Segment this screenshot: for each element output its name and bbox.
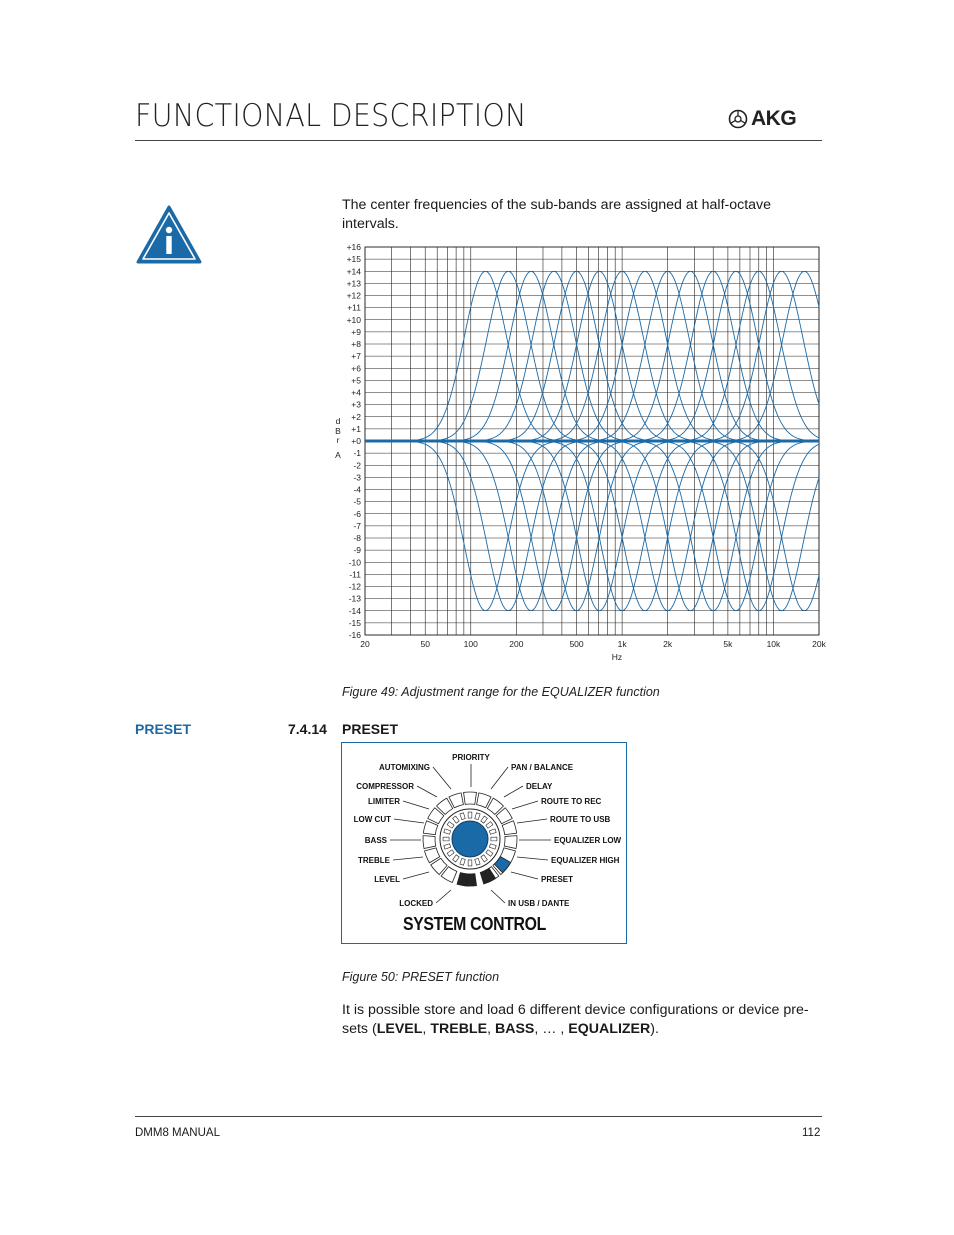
- y-tick-label: +9: [351, 326, 361, 337]
- label-bass: BASS: [364, 836, 387, 845]
- leader-line: [417, 786, 437, 797]
- brand-wordmark: AKG: [751, 107, 797, 130]
- y-tick-label: +10: [346, 314, 361, 325]
- x-tick-label: 50: [420, 639, 430, 649]
- label-limiter: LIMITER: [368, 797, 400, 806]
- page-title: FUNCTIONAL DESCRIPTION: [135, 98, 527, 134]
- body-sep: , … ,: [534, 1021, 569, 1037]
- y-tick-label: +6: [351, 363, 361, 374]
- y-tick-label: +11: [347, 302, 361, 313]
- label-equalizer-low: EQUALIZER LOW: [554, 836, 622, 845]
- leader-line: [512, 801, 538, 809]
- leader-line: [433, 767, 451, 789]
- x-axis-label: Hz: [611, 652, 623, 662]
- y-tick-label: -7: [353, 520, 361, 531]
- y-tick-label: +14: [346, 266, 361, 277]
- y-tick-label: -10: [348, 557, 361, 568]
- header-divider: [135, 140, 822, 141]
- y-tick-label: -9: [353, 545, 361, 556]
- y-tick-label: +7: [351, 351, 361, 362]
- label-priority: PRIORITY: [452, 753, 490, 762]
- body-sep: ,: [487, 1021, 495, 1037]
- y-tick-label: +4: [351, 387, 361, 398]
- label-route-to-usb: ROUTE TO USB: [550, 815, 611, 824]
- body-term-treble: TREBLE: [430, 1021, 488, 1037]
- label-low-cut: LOW CUT: [353, 815, 391, 824]
- label-locked: LOCKED: [399, 899, 433, 908]
- body-term-equalizer: EQUALIZER: [568, 1021, 651, 1037]
- side-heading: PRESET: [135, 721, 192, 737]
- y-tick-label: -12: [348, 581, 361, 592]
- x-tick-label: 200: [509, 639, 524, 649]
- akg-logo: [728, 107, 796, 131]
- leader-line: [511, 872, 538, 879]
- label-level: LEVEL: [374, 875, 400, 884]
- system-control-title: SYSTEM CONTROL: [403, 914, 546, 934]
- page-number: 112: [802, 1127, 821, 1139]
- y-tick-label: +5: [351, 375, 361, 386]
- y-tick-label: -6: [353, 508, 361, 519]
- y-tick-label: +8: [351, 339, 361, 349]
- leader-line: [403, 872, 429, 879]
- led-segment: [423, 836, 436, 849]
- label-automixing: AUTOMIXING: [379, 763, 430, 772]
- y-tick-label: -11: [349, 569, 361, 580]
- y-axis-label-char: d: [335, 416, 341, 426]
- leader-line: [491, 767, 508, 789]
- knob-tooth: [491, 837, 497, 841]
- y-tick-label: +3: [351, 399, 361, 410]
- y-axis-label-char: B: [335, 426, 341, 436]
- label-preset: PRESET: [541, 875, 574, 884]
- y-tick-label: -15: [348, 617, 361, 628]
- equalizer-range-chart: [332, 240, 832, 665]
- y-tick-label: -13: [348, 593, 361, 604]
- y-tick-label: +0: [351, 436, 361, 446]
- label-in-usb-dante: IN USB / DANTE: [508, 899, 570, 908]
- y-tick-label: -2: [353, 460, 361, 471]
- label-pan-balance: PAN / BALANCE: [511, 763, 574, 772]
- selector-knob: [452, 821, 488, 857]
- y-tick-label: -3: [353, 472, 361, 483]
- x-tick-label: 20: [360, 639, 370, 649]
- x-tick-label: 1k: [617, 639, 627, 649]
- x-tick-label: 5k: [723, 639, 733, 649]
- led-segment: [423, 821, 437, 835]
- x-tick-label: 500: [569, 639, 584, 649]
- leader-line: [491, 890, 505, 903]
- knob-tooth: [468, 812, 472, 818]
- leader-line: [504, 786, 523, 797]
- y-tick-label: -14: [348, 605, 361, 616]
- led-segment: [504, 836, 517, 849]
- leader-line: [394, 819, 424, 823]
- figure-49-caption: Figure 49: Adjustment range for the EQUALIZER function: [342, 685, 660, 699]
- y-tick-label: +12: [346, 290, 361, 301]
- y-axis-label-char: r: [336, 435, 340, 445]
- y-tick-label: -4: [353, 484, 361, 495]
- x-tick-label: 2k: [663, 639, 673, 649]
- label-compressor: COMPRESSOR: [356, 782, 414, 791]
- led-segment: [464, 792, 477, 804]
- y-tick-label: -5: [353, 496, 361, 507]
- y-tick-label: +15: [346, 254, 361, 265]
- footer-divider: [135, 1116, 822, 1117]
- leader-line: [517, 819, 547, 823]
- x-tick-label: 10k: [766, 639, 781, 649]
- label-treble: TREBLE: [358, 856, 390, 865]
- section-number: 7.4.14: [288, 721, 327, 737]
- knob-tooth: [468, 860, 472, 866]
- label-equalizer-high: EQUALIZER HIGH: [551, 856, 620, 865]
- leader-line: [393, 857, 423, 860]
- leader-line: [403, 801, 429, 809]
- body-term-bass: BASS: [494, 1021, 535, 1037]
- y-axis-label-char: A: [335, 450, 341, 460]
- led-locked: [463, 874, 476, 886]
- x-tick-label: 20k: [812, 639, 826, 649]
- led-segment: [502, 821, 516, 835]
- body-sep: ,: [422, 1021, 431, 1037]
- info-warning-icon: [135, 204, 203, 266]
- y-tick-label: -8: [353, 533, 361, 543]
- x-tick-label: 100: [463, 639, 478, 649]
- body-term-level: LEVEL: [376, 1021, 423, 1037]
- figure-50-caption: Figure 50: PRESET function: [342, 970, 500, 984]
- label-delay: DELAY: [526, 782, 553, 791]
- body-text: It is possible store and load 6 different device configurations or device pre-sets (: [342, 1002, 809, 1037]
- intro-paragraph: The center frequencies of the sub-bands are assigned at half-octave intervals.: [342, 197, 772, 232]
- y-tick-label: +1: [351, 423, 361, 434]
- y-tick-label: +2: [351, 411, 361, 422]
- y-tick-label: +13: [346, 278, 361, 289]
- knob-tooth: [443, 837, 449, 841]
- label-route-to-rec: ROUTE TO REC: [541, 797, 602, 806]
- body-text-end: ).: [650, 1021, 659, 1037]
- footer-manual-name: DMM8 MANUAL: [135, 1127, 220, 1139]
- section-title: PRESET: [342, 721, 399, 737]
- y-tick-label: +16: [346, 242, 361, 252]
- y-tick-label: -1: [353, 448, 361, 459]
- akg-emblem-icon: [728, 109, 748, 129]
- leader-line: [517, 857, 548, 860]
- preset-description: [342, 1001, 817, 1039]
- leader-line: [436, 890, 451, 903]
- y-tick-label: -16: [348, 630, 361, 640]
